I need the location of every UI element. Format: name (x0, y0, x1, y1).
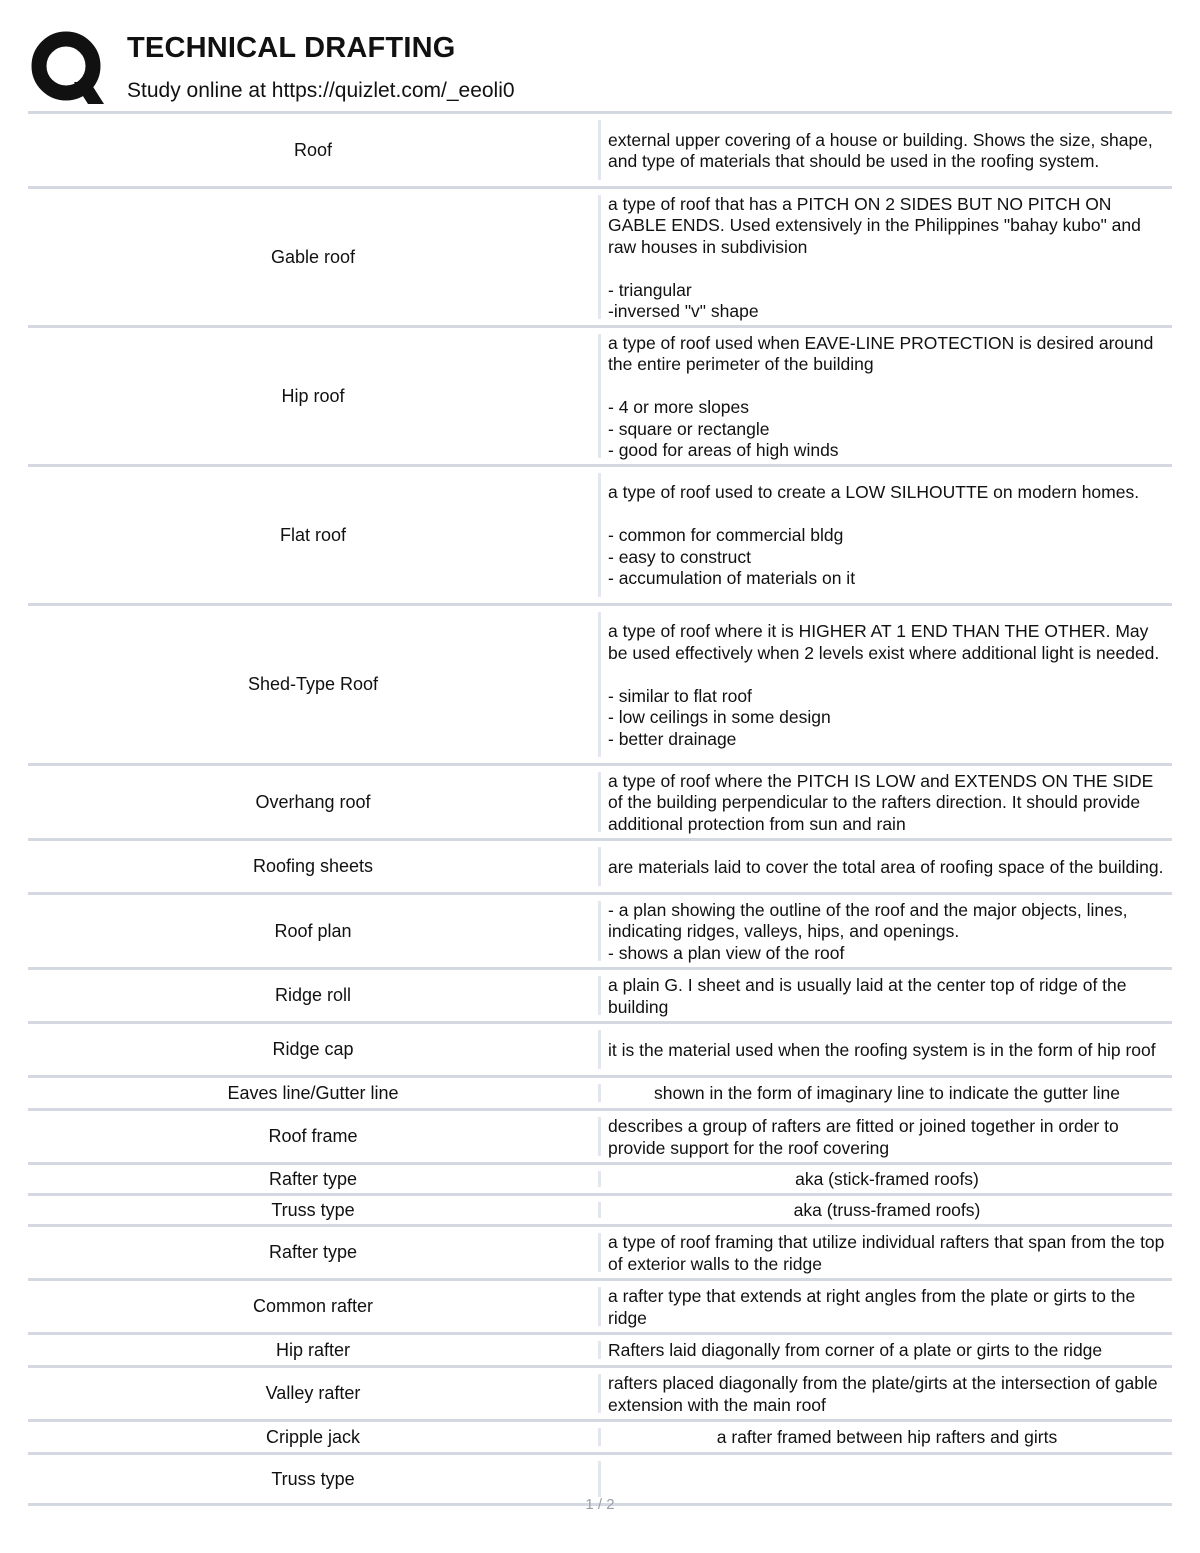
term-cell: Cripple jack (265, 1426, 361, 1447)
page-number: 1 / 2 (585, 1496, 615, 1513)
term-cell: Flat roof (279, 524, 347, 545)
definition-cell: describes a group of rafters are fitted or joined together in order to provide support for the roof covering (608, 1116, 1124, 1158)
table-row (28, 464, 1172, 603)
term-cell: Rafter type (268, 1242, 358, 1262)
term-cell: Roof plan (274, 920, 352, 941)
definition-cell: a type of roof used when EAVE-LINE PROTECTION is desired around the entire perimeter of the building - 4 or more slopes - square or rectangle - good for areas of high winds (608, 332, 1154, 460)
definition-cell: are materials laid to cover the total area of roofing space of the building. (608, 856, 1164, 877)
term-cell: Ridge roll (274, 985, 352, 1005)
table-row (28, 1075, 1172, 1108)
definition-cell: a type of roof that has a PITCH ON 2 SIDES BUT NO PITCH ON GABLE ENDS. Used extensively in the Philippines "bahay kubo" and raw houses in subdivision - triangular -inversed "v" shape (608, 193, 1141, 321)
table-row (28, 1419, 1172, 1452)
study-online-link[interactable]: Study online at https://quizlet.com/_eeoli0 (127, 79, 515, 102)
definition-cell: a type of roof used to create a LOW SILHOUTTE on modern homes. - common for commercial bldg - easy to construct - accumulation of materials on it (608, 482, 1140, 589)
table-row (28, 1332, 1172, 1365)
definition-cell: rafters placed diagonally from the plate/girts at the intersection of gable extension with the main roof (608, 1373, 1163, 1415)
page-title: TECHNICAL DRAFTING (127, 32, 456, 64)
table-row (28, 1108, 1172, 1162)
definition-cell: a plain G. I sheet and is usually laid at the center top of ridge of the building (608, 975, 1132, 1017)
table-row (28, 603, 1172, 763)
term-cell: Rafter type (268, 1168, 358, 1189)
term-cell: Roofing sheets (252, 856, 374, 876)
table-row (28, 1021, 1172, 1075)
definition-cell: aka (truss-framed roofs) (793, 1200, 981, 1221)
definition-cell: a rafter framed between hip rafters and girts (716, 1427, 1058, 1448)
term-cell: Hip roof (281, 385, 345, 406)
flashcard-table (28, 111, 1172, 1506)
term-cell: Hip rafter (275, 1339, 351, 1360)
term-cell: Common rafter (252, 1296, 374, 1316)
definition-cell: a type of roof where it is HIGHER AT 1 END THAN THE OTHER. May be used effectively when 2 levels exist where additional light is needed. - similar to flat roof - low ceilings in some design - better drainage (608, 621, 1160, 749)
table-row (28, 838, 1172, 892)
table-row (28, 325, 1172, 464)
term-cell: Valley rafter (265, 1383, 361, 1403)
term-cell: Gable roof (270, 246, 356, 267)
definition-cell: - a plan showing the outline of the roof and the major objects, lines, indicating ridges, valleys, hips, and openings. - shows a plan view of the roof (608, 899, 1128, 963)
definition-cell: a type of roof framing that utilize individual rafters that span from the top of exterior walls to the ridge (608, 1232, 1170, 1274)
term-cell: Shed-Type Roof (247, 674, 379, 694)
term-cell: Truss type (271, 1468, 355, 1489)
definition-cell: external upper covering of a house or building. Shows the size, shape, and type of materials that should be used in the roofing system. (608, 129, 1158, 171)
term-cell: Roof (293, 139, 333, 160)
definition-cell: aka (stick-framed roofs) (795, 1169, 979, 1190)
table-row (28, 186, 1172, 325)
table-row (28, 111, 1172, 186)
definition-cell: Rafters laid diagonally from corner of a plate or girts to the ridge (608, 1340, 1103, 1361)
table-row (28, 1278, 1172, 1332)
table-row (28, 763, 1172, 838)
table-row (28, 1365, 1172, 1419)
table-row (28, 1224, 1172, 1278)
term-cell: Roof frame (268, 1126, 358, 1146)
definition-cell: a type of roof where the PITCH IS LOW and EXTENDS ON THE SIDE of the building perpendicular to the rafters direction. It should provide additional protection from sun and rain (608, 770, 1159, 834)
term-cell: Ridge cap (272, 1039, 354, 1059)
term-cell: Overhang roof (255, 791, 371, 812)
term-cell: Eaves line/Gutter line (227, 1082, 399, 1103)
definition-cell: it is the material used when the roofing system is in the form of hip roof (608, 1039, 1156, 1060)
table-row (28, 967, 1172, 1021)
table-row (28, 1193, 1172, 1224)
quizlet-logo-icon (30, 30, 106, 106)
definition-cell: shown in the form of imaginary line to indicate the gutter line (654, 1083, 1120, 1104)
table-row (28, 892, 1172, 967)
table-row (28, 1162, 1172, 1193)
definition-cell: a rafter type that extends at right angles from the plate or girts to the ridge (608, 1286, 1141, 1328)
term-cell: Truss type (271, 1199, 355, 1220)
